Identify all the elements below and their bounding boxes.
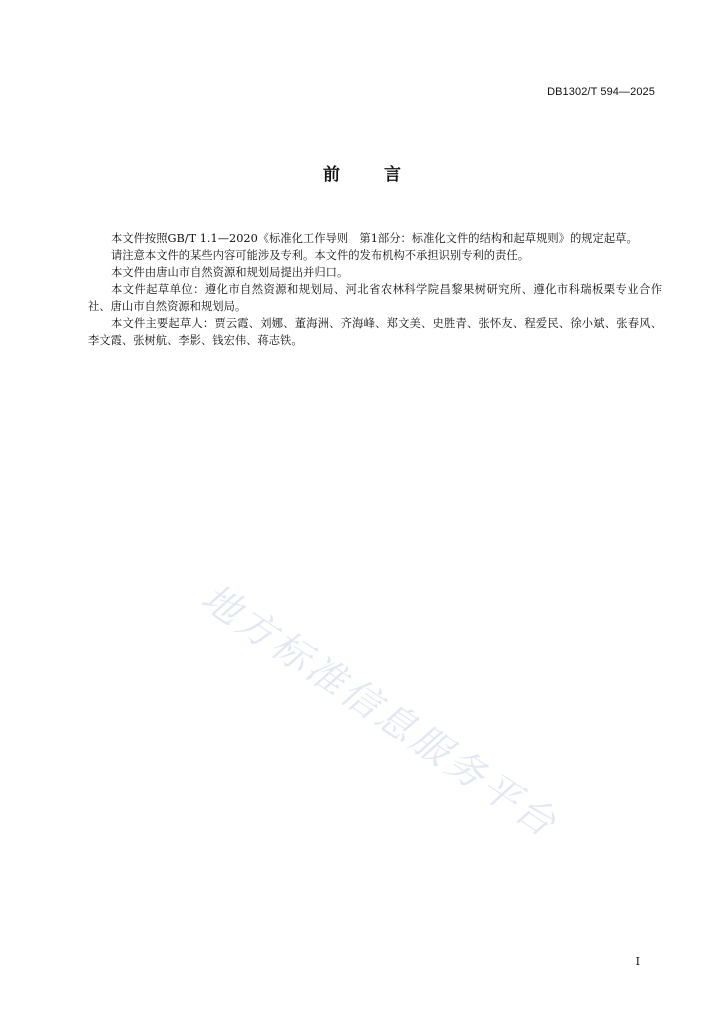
- page-number: I: [635, 955, 640, 968]
- paragraph-drafting-rules: 本文件按照GB/T 1.1—2020《标准化工作导则 第1部分：标准化文件的结构和起草规则》的规定起草。: [111, 232, 638, 245]
- paragraph-patent-notice: 请注意本文件的某些内容可能涉及专利。本文件的发布机构不承担识别专利的责任。: [111, 249, 529, 262]
- document-code: DB1302/T 594—2025: [547, 86, 655, 98]
- document-body: [88, 230, 662, 349]
- watermark: 地方标准信息服务平台: [193, 575, 567, 847]
- paragraph-drafters: 本文件主要起草人：贾云霞、刘娜、董海洲、齐海峰、郑文美、史胜青、张怀友、程爱民、徐小斌、张春风、李文霞、张树航、李影、钱宏伟、蒋志铁。: [88, 317, 662, 347]
- paragraph-drafting-units: 本文件起草单位：遵化市自然资源和规划局、河北省农林科学院昌黎果树研究所、遵化市科瑞板栗专业合作社、唐山市自然资源和规划局。: [88, 283, 662, 313]
- page-title: 前言: [323, 165, 445, 185]
- paragraph-proposer: 本文件由唐山市自然资源和规划局提出并归口。: [111, 266, 349, 279]
